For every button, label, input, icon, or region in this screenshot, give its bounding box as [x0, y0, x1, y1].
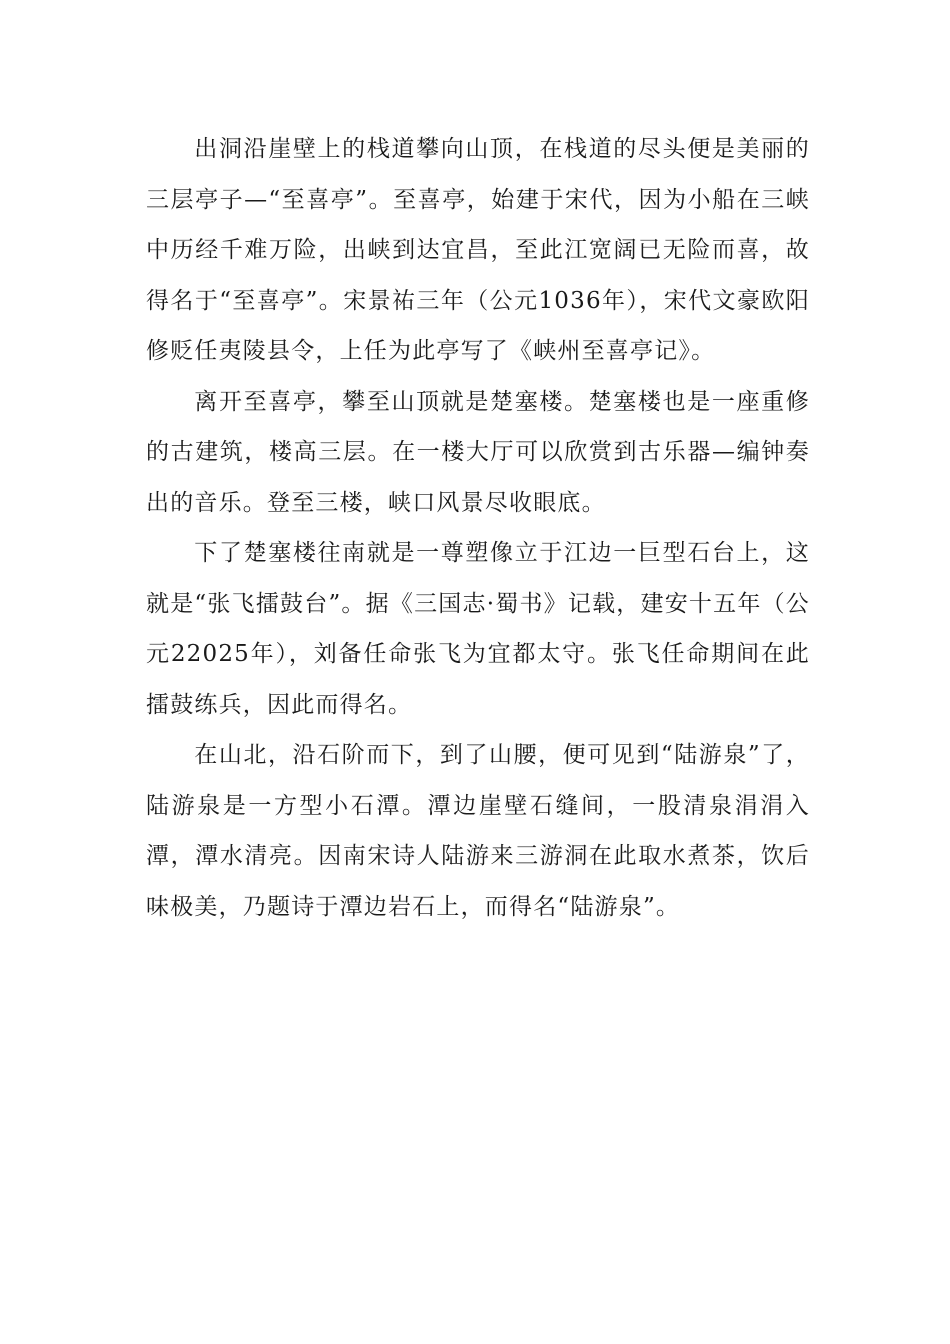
paragraph-zhangfei-drum-platform: 下了楚塞楼往南就是一尊塑像立于江边一巨型石台上，这就是“张飞擂鼓台”。据《三国志·蜀书》记载，建安十五年（公元22025年），刘备任命张飞为宜都太守。张飞任命期间在此擂鼓练兵，因此而得名。 — [146, 540, 810, 718]
paragraph-chusai-tower: 离开至喜亭，攀至山顶就是楚塞楼。楚塞楼也是一座重修的古建筑，楼高三层。在一楼大厅可以欣赏到古乐器—编钟奏出的音乐。登至三楼，峡口风景尽收眼底。 — [146, 388, 810, 516]
document-body — [146, 124, 810, 932]
paragraph-luyou-spring: 在山北，沿石阶而下，到了山腰，便可见到“陆游泉”了，陆游泉是一方型小石潭。潭边崖壁石缝间，一股清泉涓涓入潭，潭水清亮。因南宋诗人陆游来三游洞在此取水煮茶，饮后味极美，乃题诗于潭边岩石上，而得名“陆游泉”。 — [146, 742, 810, 920]
paragraph-zhixi-pavilion: 出洞沿崖壁上的栈道攀向山顶，在栈道的尽头便是美丽的三层亭子—“至喜亭”。至喜亭，始建于宋代，因为小船在三峡中历经千难万险，出峡到达宜昌，至此江宽阔已无险而喜，故得名于“至喜亭”。宋景祐三年（公元1036年），宋代文豪欧阳修贬任夷陵县令，上任为此亭写了《峡州至喜亭记》。 — [146, 136, 810, 364]
